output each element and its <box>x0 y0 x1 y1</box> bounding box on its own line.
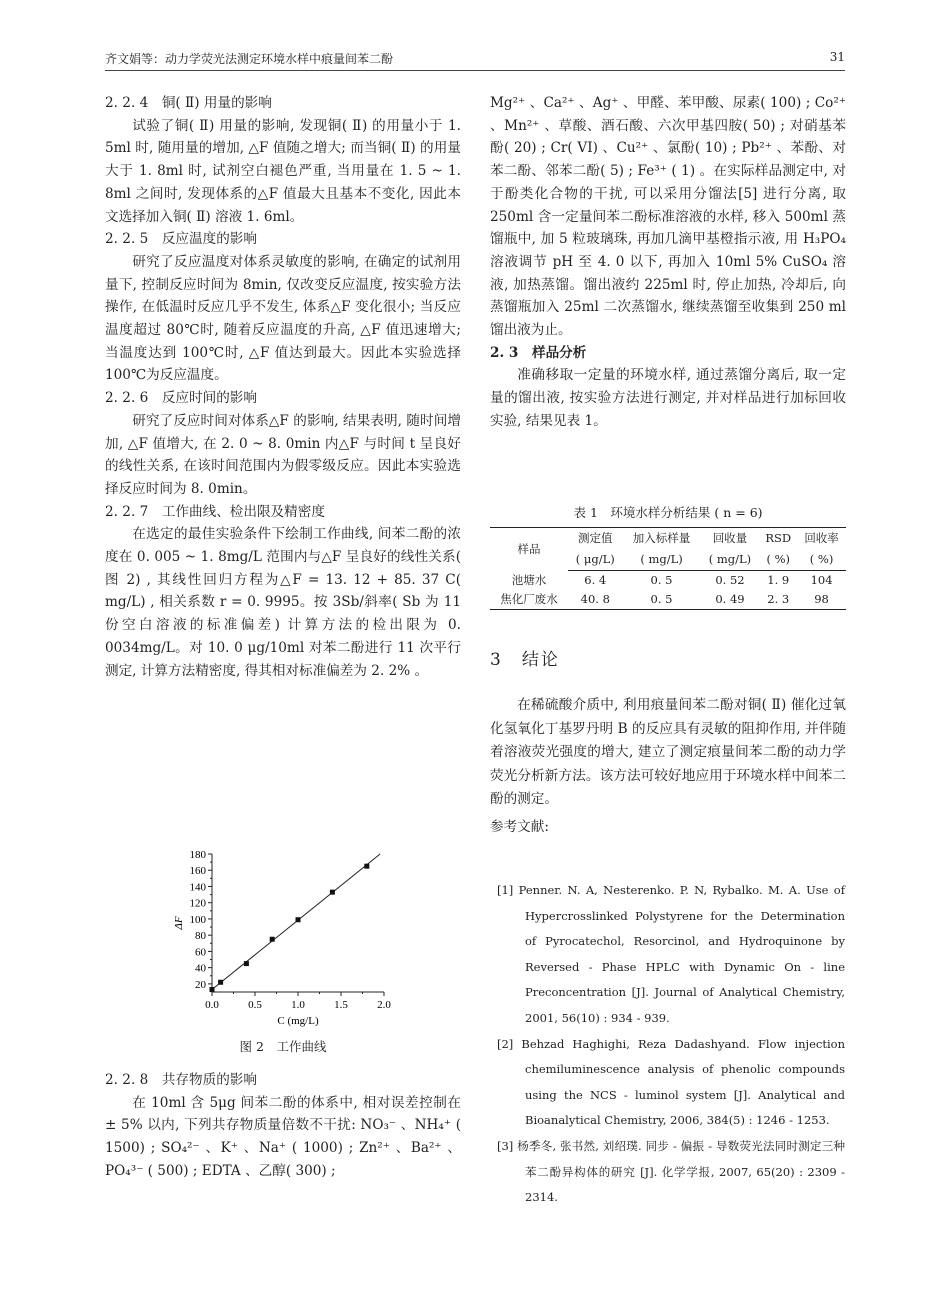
y-tick-label: 120 <box>189 897 206 910</box>
section-2-2-7-text: 在选定的最佳实验条件下绘制工作曲线, 间苯二酚的浓度在 0. 005 ~ 1. 8mg/L 范围内与△F 呈良好的线性关系( 图 2) , 其线性回归方程为△F = 13. 12 + 85. 37 C( mg/L) , 相关系数 r = 0. 9995。按 3Sb/斜率( Sb 为 11 份空白溶液的标准偏差) 计算方法的检出限为 0. 0034mg/L。对 10. 0 μg/10ml 对苯二酚进行 11 次平行测定, 计算方法精密度, 得其相对标准偏差为 2. 2% 。 <box>105 526 461 679</box>
cell: 0. 5 <box>650 573 673 587</box>
unit-rsd: ( %) <box>759 549 797 571</box>
x-tick-label: 0.5 <box>248 999 262 1011</box>
data-point <box>210 987 215 992</box>
data-point <box>296 917 301 922</box>
section-2-2-4-text: 试验了铜( Ⅱ) 用量的影响, 发现铜( Ⅱ) 的用量小于 1. 5ml 时, 随用量的增加, △F 值随之增大; 而当铜( Ⅱ) 的用量大于 1. 8ml 时, 试剂空白褪色严重, 当用量在 1. 5 ~ 1. 8ml 之间时, 发现体系的△F 值最大且基本不变化, 因此本文选择加入铜( Ⅱ) 溶液 1. 6ml。 <box>105 117 461 225</box>
reference-item: [3] 杨季冬, 张书然, 刘绍璞. 同步 - 偏振 - 导数荧光法同时测定三种苯二酚异构体的研究 [J]. 化学学报, 2007, 65(20) : 2309 - 2314. <box>497 1138 845 1205</box>
working-curve-chart <box>160 845 400 1035</box>
y-tick-label: 20 <box>195 978 206 991</box>
cell: 104 <box>810 573 833 587</box>
y-tick-label: 60 <box>195 946 206 959</box>
section-2-2-5-title: 2. 2. 5 反应温度的影响 <box>105 231 257 248</box>
references-title: 参考文献: <box>490 818 549 835</box>
right-column <box>490 92 846 433</box>
header-recovered: 回收量 <box>701 528 760 550</box>
section-2-2-5-text: 研究了反应温度对体系灵敏度的影响, 在确定的试剂用量下, 控制反应时间为 8min, 仅改变反应温度, 按实验方法操作, 在低温时反应几乎不发生, 体系△F 变化很小; 当反应温度超过 80℃时, 随着反应温度的升高, △F 值迅速增大; 当温度达到 100℃时, △F 值达到最大。因此本实验选择 100℃为反应温度。 <box>105 253 461 384</box>
header-measured: 测定值 <box>568 528 623 550</box>
x-tick-label: 0.0 <box>205 999 219 1011</box>
unit-recovered: ( mg/L) <box>701 549 760 571</box>
unit-recovery-rate: ( %) <box>797 549 846 571</box>
cell: 6. 4 <box>584 573 607 587</box>
reference-item: [2] Behzad Haghighi, Reza Dadashyand. Flow injection chemiluminescence analysis of phenolic compounds using the NCS - luminol system [J]. Analytical and Bioanalytical Chemistry, 2006, 384(5) : 1246 - 1253. <box>497 1036 845 1128</box>
section-2-2-4-title: 2. 2. 4 铜( Ⅱ) 用量的影响 <box>105 95 272 111</box>
y-tick-label: 80 <box>195 930 206 943</box>
data-point <box>218 980 223 985</box>
section-2-2-6-text: 研究了反应时间对体系△F 的影响, 结果表明, 随时间增加, △F 值增大, 在 2. 0 ~ 8. 0min 内△F 与时间 t 呈良好的线性关系, 在该时间范围内为假零级反应。因此本实验选择反应时间为 8. 0min。 <box>105 412 461 497</box>
section-2-2-8-title: 2. 2. 8 共存物质的影响 <box>105 1072 257 1088</box>
x-axis-label: C (mg/L) <box>277 1015 319 1027</box>
left-column-bottom <box>105 1069 461 1183</box>
running-title: 齐文娟等：动力学荧光法测定环境水样中痕量间苯二酚 <box>105 52 394 66</box>
running-header <box>105 48 845 71</box>
header-recovery-rate: 回收率 <box>797 528 846 550</box>
table-1 <box>490 503 846 610</box>
section-2-2-7-title: 2. 2. 7 工作曲线、检出限及精密度 <box>105 503 325 520</box>
cell: 0. 52 <box>715 573 745 587</box>
interference-continued-text: Mg²⁺ 、Ca²⁺ 、Ag⁺ 、甲醛、苯甲酸、尿素( 100) ; Co²⁺ 、Mn²⁺ 、草酸、酒石酸、六次甲基四胺( 50) ; 对硝基苯酚( 20) ; Cr( VI) 、Cu²⁺ 、氯酚( 10) ; Pb²⁺ 、苯酚、对苯二酚、邻苯二酚( 5) ; Fe³⁺ ( 1) 。在实际样品测定中, 对于酚类化合物的干扰, 可以采用分馏法[5] 进行分离, 取 250ml 含一定量间苯二酚标准溶液的水样, 移入 500ml 蒸馏瓶中, 加 5 粒玻璃珠, 再加几滴甲基橙指示液, 用 H₃PO₄ 溶液调节 pH 至 4. 0 以下, 再加入 10ml 5% CuSO₄ 溶液, 加热蒸馏。馏出液约 225ml 时, 停止加热, 冷却后, 向蒸馏瓶加入 25ml 二次蒸馏水, 继续蒸馏至收集到 250 ml 馏出液为止。 <box>490 95 846 339</box>
unit-measured: ( μg/L) <box>568 549 623 571</box>
table-row <box>490 590 846 610</box>
cell: 2. 3 <box>759 590 797 610</box>
section-2-2-8-text: 在 10ml 含 5μg 间苯二酚的体系中, 相对误差控制在 ± 5% 以内, 下列共存物质量倍数不干扰: NO₃⁻ 、NH₄⁺ ( 1500) ; SO₄²⁻ 、K⁺ 、Na⁺ ( 1000) ; Zn²⁺ 、Ba²⁺ 、PO₄³⁻ ( 500) ; EDTA 、乙醇( 300) ; <box>105 1094 461 1179</box>
data-point <box>244 961 249 966</box>
y-axis-label: ΔF <box>173 916 185 930</box>
y-tick-label: 40 <box>195 962 206 975</box>
y-tick-label: 160 <box>189 865 206 878</box>
header-sample: 样品 <box>490 528 568 571</box>
conclusion <box>490 694 846 839</box>
cell: 98 <box>797 590 846 610</box>
y-tick-label: 140 <box>189 881 206 894</box>
left-column <box>105 92 461 682</box>
references-list <box>497 878 845 1211</box>
section-2-3-text: 准确移取一定量的环境水样, 通过蒸馏分离后, 取一定量的馏出液, 按实验方法进行测定, 并对样品进行加标回收实验, 结果见表 1。 <box>490 367 846 429</box>
table-row <box>490 571 846 591</box>
y-tick-label: 100 <box>189 913 206 926</box>
x-tick-label: 2.0 <box>377 999 391 1011</box>
cell: 池塘水 <box>511 572 547 587</box>
results-table <box>490 527 846 610</box>
unit-added: ( mg/L) <box>623 549 701 571</box>
section-3-title: 3 结论 <box>490 650 560 670</box>
cell: 0. 5 <box>623 590 701 610</box>
section-2-3-title: 2. 3 样品分析 <box>490 344 587 361</box>
section-2-2-6-title: 2. 2. 6 反应时间的影响 <box>105 390 257 407</box>
data-point <box>330 890 335 895</box>
header-rsd: RSD <box>759 528 797 550</box>
table-caption: 表 1 环境水样分析结果 ( n = 6) <box>573 505 763 520</box>
figure-caption: 图 2 工作曲线 <box>239 1039 327 1054</box>
data-point <box>270 937 275 942</box>
reference-item: [1] Penner. N. A, Nesterenko. P. N, Rybalko. M. A. Use of Hypercrosslinked Polystyrene for the Determination of Pyrocatechol, Resorcinol, and Hydroquinone by Reversed - Phase HPLC with Dynamic On - line Preconcentration [J]. Journal of Analytical Chemistry, 2001, 56(10) : 934 - 939. <box>497 883 845 1025</box>
cell: 0. 49 <box>701 590 760 610</box>
cell: 焦化厂废水 <box>490 590 568 610</box>
header-added: 加入标样量 <box>623 528 701 550</box>
data-point <box>364 864 369 869</box>
cell: 1. 9 <box>767 573 790 587</box>
cell: 40. 8 <box>568 590 623 610</box>
x-tick-label: 1.5 <box>334 999 348 1011</box>
x-tick-label: 1.0 <box>291 999 305 1011</box>
conclusion-text: 在稀硫酸介质中, 利用痕量间苯二酚对铜( Ⅱ) 催化过氧化氢氧化丁基罗丹明 B 的反应具有灵敏的阻抑作用, 并伴随着溶液荧光强度的增大, 建立了测定痕量间苯二酚的动力学荧光分析新方法。该方法可较好地应用于环境水样中间苯二酚的测定。 <box>490 697 846 807</box>
y-tick-label: 180 <box>189 849 206 861</box>
page-number: 31 <box>829 50 845 64</box>
